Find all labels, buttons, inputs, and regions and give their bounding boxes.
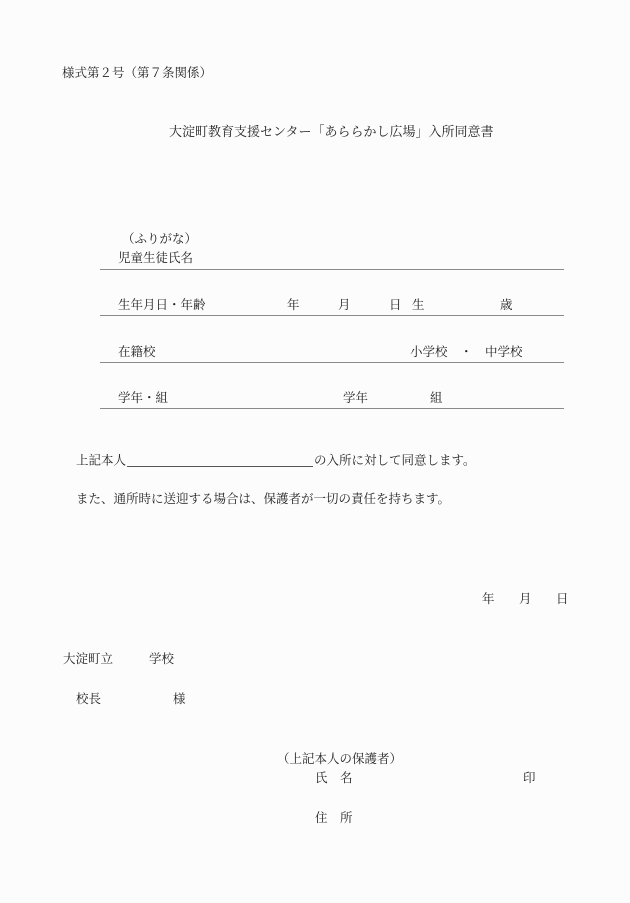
- document-title: 大淀町教育支援センター「あららかし広場」入所同意書: [169, 125, 494, 140]
- school-label: 在籍校: [118, 344, 156, 359]
- grade-class-label: 学年・組: [118, 390, 169, 405]
- student-name-label: 児童生徒氏名: [118, 250, 194, 265]
- addressee-school: 学校: [149, 651, 175, 666]
- addressee-town: 大淀町立: [63, 651, 114, 666]
- student-name-line: [100, 269, 564, 270]
- form-number: 様式第２号（第７条関係）: [62, 65, 213, 80]
- birth-month-unit: 月: [338, 297, 351, 312]
- school-line: [100, 362, 564, 363]
- birthdate-line: [100, 315, 564, 316]
- birth-year-unit: 年: [287, 297, 300, 312]
- date-year-unit: 年: [482, 591, 495, 606]
- guardian-name-label: 氏 名: [315, 770, 353, 785]
- date-month-unit: 月: [519, 591, 532, 606]
- guardian-heading: （上記本人の保護者）: [277, 751, 403, 766]
- school-type-options: 小学校 ・ 中学校: [410, 344, 523, 359]
- birth-suffix: 生: [412, 297, 425, 312]
- birthdate-label: 生年月日・年齢: [118, 297, 206, 312]
- consent-prefix: 上記本人: [76, 452, 127, 468]
- consent-suffix: の入所に対して同意します。: [314, 452, 476, 468]
- responsibility-statement: また、通所時に送迎する場合は、保護者が一切の責任を持ちます。: [76, 491, 451, 506]
- date-day-unit: 日: [556, 591, 569, 606]
- furigana-label: （ふりがな）: [122, 231, 198, 246]
- class-unit: 組: [430, 390, 443, 405]
- addressee-honorific: 様: [173, 691, 186, 706]
- birth-day-unit: 日: [389, 297, 402, 312]
- seal-mark: 印: [523, 770, 536, 785]
- guardian-address-label: 住 所: [315, 810, 353, 825]
- age-unit: 歳: [500, 297, 513, 312]
- consent-name-blank: [127, 454, 313, 467]
- consent-statement: [76, 454, 476, 467]
- grade-unit: 学年: [343, 390, 369, 405]
- grade-class-line: [100, 408, 564, 409]
- addressee-principal: 校長: [76, 691, 102, 706]
